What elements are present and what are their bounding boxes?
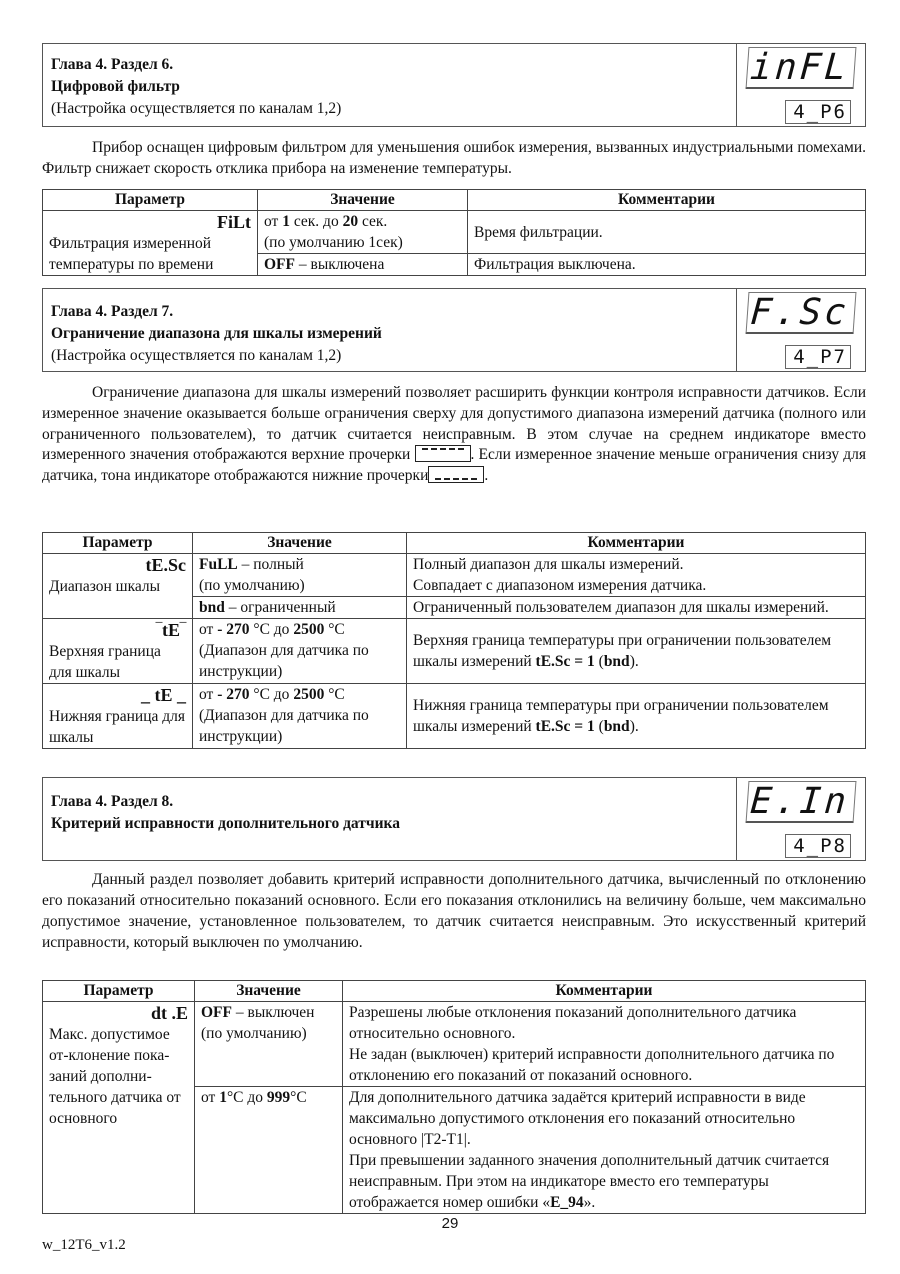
section-header-text [43,289,737,371]
table-extra-sensor [42,980,866,1214]
section-title: Глава 4. Раздел 7. [51,303,174,320]
section-subtitle: Ограничение диапазона для шкалы измерений [51,325,382,342]
section-subtitle: Цифровой фильтр [51,78,180,95]
section-header-text [43,778,737,860]
value-cell: от 1 сек. до 20 сек. (по умолчанию 1сек) [258,211,468,254]
paragraph-scale-limit: Ограничение диапазона для шкалы измерений позволяет расширить функции контроля исправности датчиков. Если измеренное значение оказывается больше ограничения сверху для допустимого диапазона измерений датчика (полного или ограниченного пользователем), то датчик считается неисправным. В этом случае на среднем индикаторе вместо измеренного значения отображаются верхние прочерки . Если измеренное значение меньше ограничения снизу для датчика, тона индикаторе отображаются нижние прочерки . [42,384,867,485]
document-version: w_12T6_v1.2 [42,1237,126,1253]
header-comment: Комментарии [468,190,866,211]
header-value: Значение [193,533,407,554]
section-header-6 [42,43,866,127]
table-row [43,619,866,684]
comment-cell: Нижняя граница температуры при ограничении пользователем шкалы измерений tE.Sc = 1 (bnd). [407,684,866,749]
table-filter [42,189,866,276]
lcd-main-display: E.In [746,781,857,823]
table-scale-limit [42,532,866,749]
table-header-row [43,981,866,1002]
param-desc: Верхняя граница для шкалы [49,643,161,681]
param-code: dt .E [150,1003,188,1023]
paragraph-text: Ограничение диапазона для шкалы измерений позволяет расширить функции контроля исправности датчиков. Если измеренное значение оказывается больше ограничения сверху для допустимого диапазона измерений датчика (полного или ограниченного пользователем), то датчик считается неисправным. В этом случае на среднем индикаторе вместо измеренного значения отображаются верхние прочерки [42,384,866,464]
paragraph-text: Прибор оснащен цифровым фильтром для уменьшения ошибок измерения, вызванных индустриальными помехами. Фильтр снижает скорость отклика прибора на изменение температуры. [42,139,866,177]
page-number: 29 [441,1215,459,1232]
table-header-row [43,190,866,211]
lcd-main-display: F.Sc [746,292,857,334]
table-row [43,554,866,597]
param-desc: Диапазон шкалы [49,578,161,595]
paragraph-text: Данный раздел позволяет добавить критерий исправности дополнительного датчика, вычисленный по отклонению его показаний относительно показаний основного. Если его показания отклонились на величину больше, чем максимально допустимое значение, установленное пользователем, то датчик считается неисправным. Это искусственный критерий исправности, который выключен по умолчанию. [42,871,866,951]
comment-cell: Для дополнительного датчика задаётся критерий исправности в виде максимально допустимого отклонения его показаний относительно основного |T2-T1|. При превышении заданного значения дополнительный датчик считается неисправным. При этом на индикаторе вместо его температуры отображается номер ошибки «E_94». [343,1087,866,1214]
indicator-panel [737,44,865,126]
value-cell: от - 270 °С до 2500 °С (Диапазон для датчика по инструкции) [193,684,407,749]
section-header-8 [42,777,866,861]
value-cell: bnd – ограниченный [193,597,407,619]
paragraph-text: . Если измеренное значение меньше ограничения снизу для датчика, тона индикаторе отображаются нижние прочерки [42,446,867,485]
comment-cell: Фильтрация выключена. [468,254,866,276]
comment-cell: Полный диапазон для шкалы измерений. Совпадает с диапазоном измерения датчика. [407,554,866,597]
upper-dashes-icon [415,445,471,462]
paragraph-filter [42,137,866,179]
param-cell [43,554,193,619]
value-cell: от 1°С до 999°С [195,1087,343,1214]
lcd-sub-display: 4_P6 [785,100,851,124]
section-note: (Настройка осуществляется по каналам 1,2) [51,347,342,364]
value-cell: FuLL – полный (по умолчанию) [193,554,407,597]
header-value: Значение [195,981,343,1002]
lcd-sub-display: 4_P7 [785,345,851,369]
comment-cell: Время фильтрации. [468,211,866,254]
table-row [43,1002,866,1087]
param-code: _ tE _ [141,685,186,705]
param-desc: Фильтрация измеренной температуры по времени [49,235,214,273]
lcd-main-display: inFL [746,47,857,89]
param-cell [43,684,193,749]
comment-cell: Верхняя граница температуры при ограничении пользователем шкалы измерений tE.Sc = 1 (bnd). [407,619,866,684]
comment-cell: Ограниченный пользователем диапазон для шкалы измерений. [407,597,866,619]
header-comment: Комментарии [343,981,866,1002]
header-param: Параметр [43,533,193,554]
section-title: Глава 4. Раздел 8. [51,793,174,810]
section-note: (Настройка осуществляется по каналам 1,2) [51,100,342,117]
param-cell [43,1002,195,1214]
header-param: Параметр [43,190,258,211]
param-cell [43,619,193,684]
section-title: Глава 4. Раздел 6. [51,56,174,73]
indicator-panel [737,289,865,371]
comment-cell: Разрешены любые отклонения показаний дополнительного датчика относительно основного. Не задан (выключен) критерий исправности дополнительного датчика по отклонению его показаний от показаний основного. [343,1002,866,1087]
param-code: tE.Sc [145,555,186,575]
header-comment: Комментарии [407,533,866,554]
indicator-panel [737,778,865,860]
section-header-text [43,44,737,126]
section-subtitle: Критерий исправности дополнительного датчика [51,815,400,832]
lcd-sub-display: 4_P8 [785,834,851,858]
paragraph-extra-sensor [42,869,866,953]
section-header-7 [42,288,866,372]
param-code: FiLt [217,212,251,232]
param-cell [43,211,258,276]
param-code: ‾tE‾ [156,620,186,640]
value-cell: OFF – выключен (по умолчанию) [195,1002,343,1087]
value-cell: от - 270 °С до 2500 °С (Диапазон для датчика по инструкции) [193,619,407,684]
param-desc: Макс. допустимое от-клонение пока-заний дополни-тельного датчика от основного [49,1026,181,1127]
lower-dashes-icon [428,466,484,483]
param-desc: Нижняя граница для шкалы [49,708,186,746]
table-row [43,211,866,254]
table-header-row [43,533,866,554]
value-cell: OFF – выключена [258,254,468,276]
header-value: Значение [258,190,468,211]
header-param: Параметр [43,981,195,1002]
table-row [43,684,866,749]
